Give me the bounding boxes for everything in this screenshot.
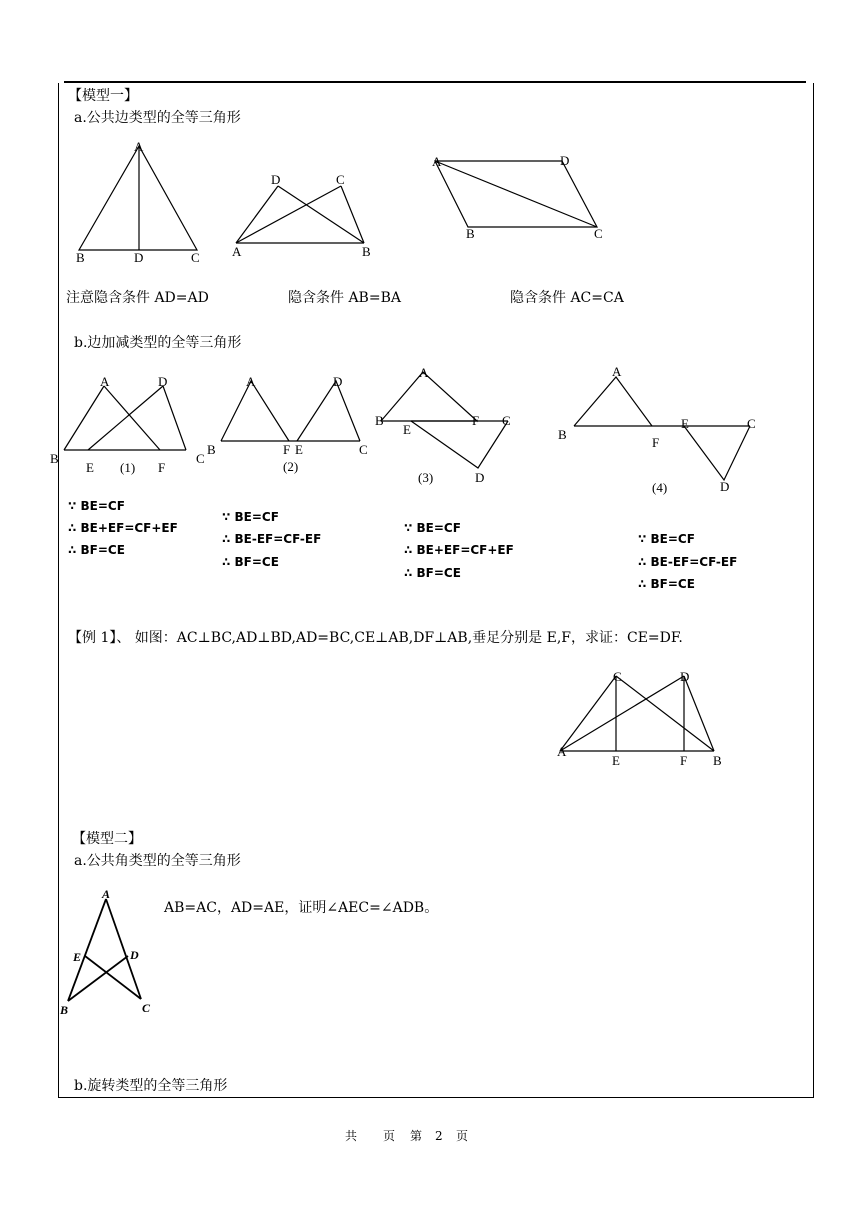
fig2-label-b: B	[362, 244, 371, 259]
condition-ad: 注意隐含条件 AD=AD	[66, 290, 209, 306]
ex1-label-a: A	[557, 744, 567, 759]
model1-heading: 【模型一】	[68, 88, 138, 104]
sub1-number: (1)	[120, 460, 136, 475]
footer-ye1: 页	[383, 1129, 396, 1143]
sub3-label-f: F	[472, 413, 480, 428]
proof3-line1: ∵ BE=CF	[404, 521, 461, 535]
ex1-label-c: C	[613, 669, 622, 684]
sub3-number: (3)	[418, 470, 434, 485]
fig1-label-c: C	[191, 250, 200, 265]
fig2-label-c: C	[336, 172, 345, 187]
example1-text: 【例 1】、 如图：AC⊥BC,AD⊥BD,AD=BC,CE⊥AB,DF⊥AB,垂足分别是 E,F，求证：CE=DF.	[68, 630, 683, 646]
m2-label-a: A	[102, 887, 111, 901]
model1-a-title: a.公共边类型的全等三角形	[74, 110, 241, 126]
sub3-label-b: B	[375, 413, 384, 428]
sub4-label-f: F	[652, 435, 660, 450]
m2-label-d: D	[130, 948, 139, 962]
sub1-label-d: D	[158, 374, 168, 389]
sub4-label-c: C	[747, 416, 756, 431]
footer-di: 第	[410, 1129, 423, 1143]
fig3-label-c: C	[594, 226, 603, 241]
m2-label-b: B	[60, 1003, 69, 1017]
sub1-label-f: F	[158, 460, 166, 475]
proof2-line2: ∴ BE-EF=CF-EF	[222, 532, 322, 546]
fig3-label-a: A	[432, 154, 442, 169]
fig1-label-b: B	[76, 250, 85, 265]
sub1-label-e: E	[86, 460, 94, 475]
proof3-line2: ∴ BE+EF=CF+EF	[404, 543, 514, 557]
sub2-label-c: C	[359, 442, 368, 457]
sub4-number: (4)	[652, 480, 668, 495]
model1-b-title: b.边加减类型的全等三角形	[74, 335, 242, 351]
proof4-line3: ∴ BF=CE	[638, 577, 695, 591]
footer-gong: 共	[345, 1129, 358, 1143]
sub1-label-a: A	[100, 374, 110, 389]
footer-page-number: 2	[435, 1129, 443, 1143]
sub3-label-e: E	[403, 422, 411, 437]
fig3-label-d: D	[560, 153, 570, 168]
model2-b-title: b.旋转类型的全等三角形	[74, 1078, 228, 1094]
fig3-label-b: B	[466, 226, 475, 241]
proof1-line1: ∵ BE=CF	[68, 499, 125, 513]
proof1-line2: ∴ BE+EF=CF+EF	[68, 521, 178, 535]
sub3-label-a: A	[419, 365, 429, 380]
sub1-label-c: C	[196, 451, 205, 466]
proof4-line2: ∴ BE-EF=CF-EF	[638, 555, 738, 569]
model2-heading: 【模型二】	[72, 831, 142, 847]
condition-ab: 隐含条件 AB=BA	[288, 290, 401, 306]
ex1-label-d: D	[680, 669, 690, 684]
sub4-label-e: E	[681, 416, 689, 431]
sub2-number: (2)	[283, 459, 299, 474]
footer-ye2: 页	[456, 1129, 469, 1143]
proof4-line1: ∵ BE=CF	[638, 532, 695, 546]
sub2-label-f: F	[283, 442, 291, 457]
sub2-label-d: D	[333, 374, 343, 389]
fig2-label-a: A	[232, 244, 242, 259]
sub4-label-d: D	[720, 479, 730, 494]
sub3-label-c: C	[502, 413, 511, 428]
sub2-label-a: A	[246, 374, 256, 389]
model2-a-title: a.公共角类型的全等三角形	[74, 853, 241, 869]
ex1-label-b: B	[713, 753, 722, 768]
ex1-label-e: E	[612, 753, 620, 768]
sub4-label-b: B	[558, 427, 567, 442]
sub1-label-b: B	[50, 451, 59, 466]
proof2-line3: ∴ BF=CE	[222, 555, 279, 569]
fig2-label-d: D	[271, 172, 281, 187]
sub2-label-b: B	[207, 442, 216, 457]
sub2-label-e: E	[295, 442, 303, 457]
sub4-label-a: A	[612, 364, 622, 379]
m2-label-c: C	[142, 1001, 151, 1015]
proof2-line1: ∵ BE=CF	[222, 510, 279, 524]
model2-statement: AB=AC，AD=AE，证明∠AEC=∠ADB。	[164, 900, 439, 916]
fig1-label-a: A	[134, 139, 144, 154]
ex1-label-f: F	[680, 753, 688, 768]
fig1-label-d: D	[134, 250, 144, 265]
m2-label-e: E	[73, 950, 82, 964]
proof1-line3: ∴ BF=CE	[68, 543, 125, 557]
proof3-line3: ∴ BF=CE	[404, 566, 461, 580]
sub3-label-d: D	[475, 470, 485, 485]
condition-ac: 隐含条件 AC=CA	[510, 290, 624, 306]
